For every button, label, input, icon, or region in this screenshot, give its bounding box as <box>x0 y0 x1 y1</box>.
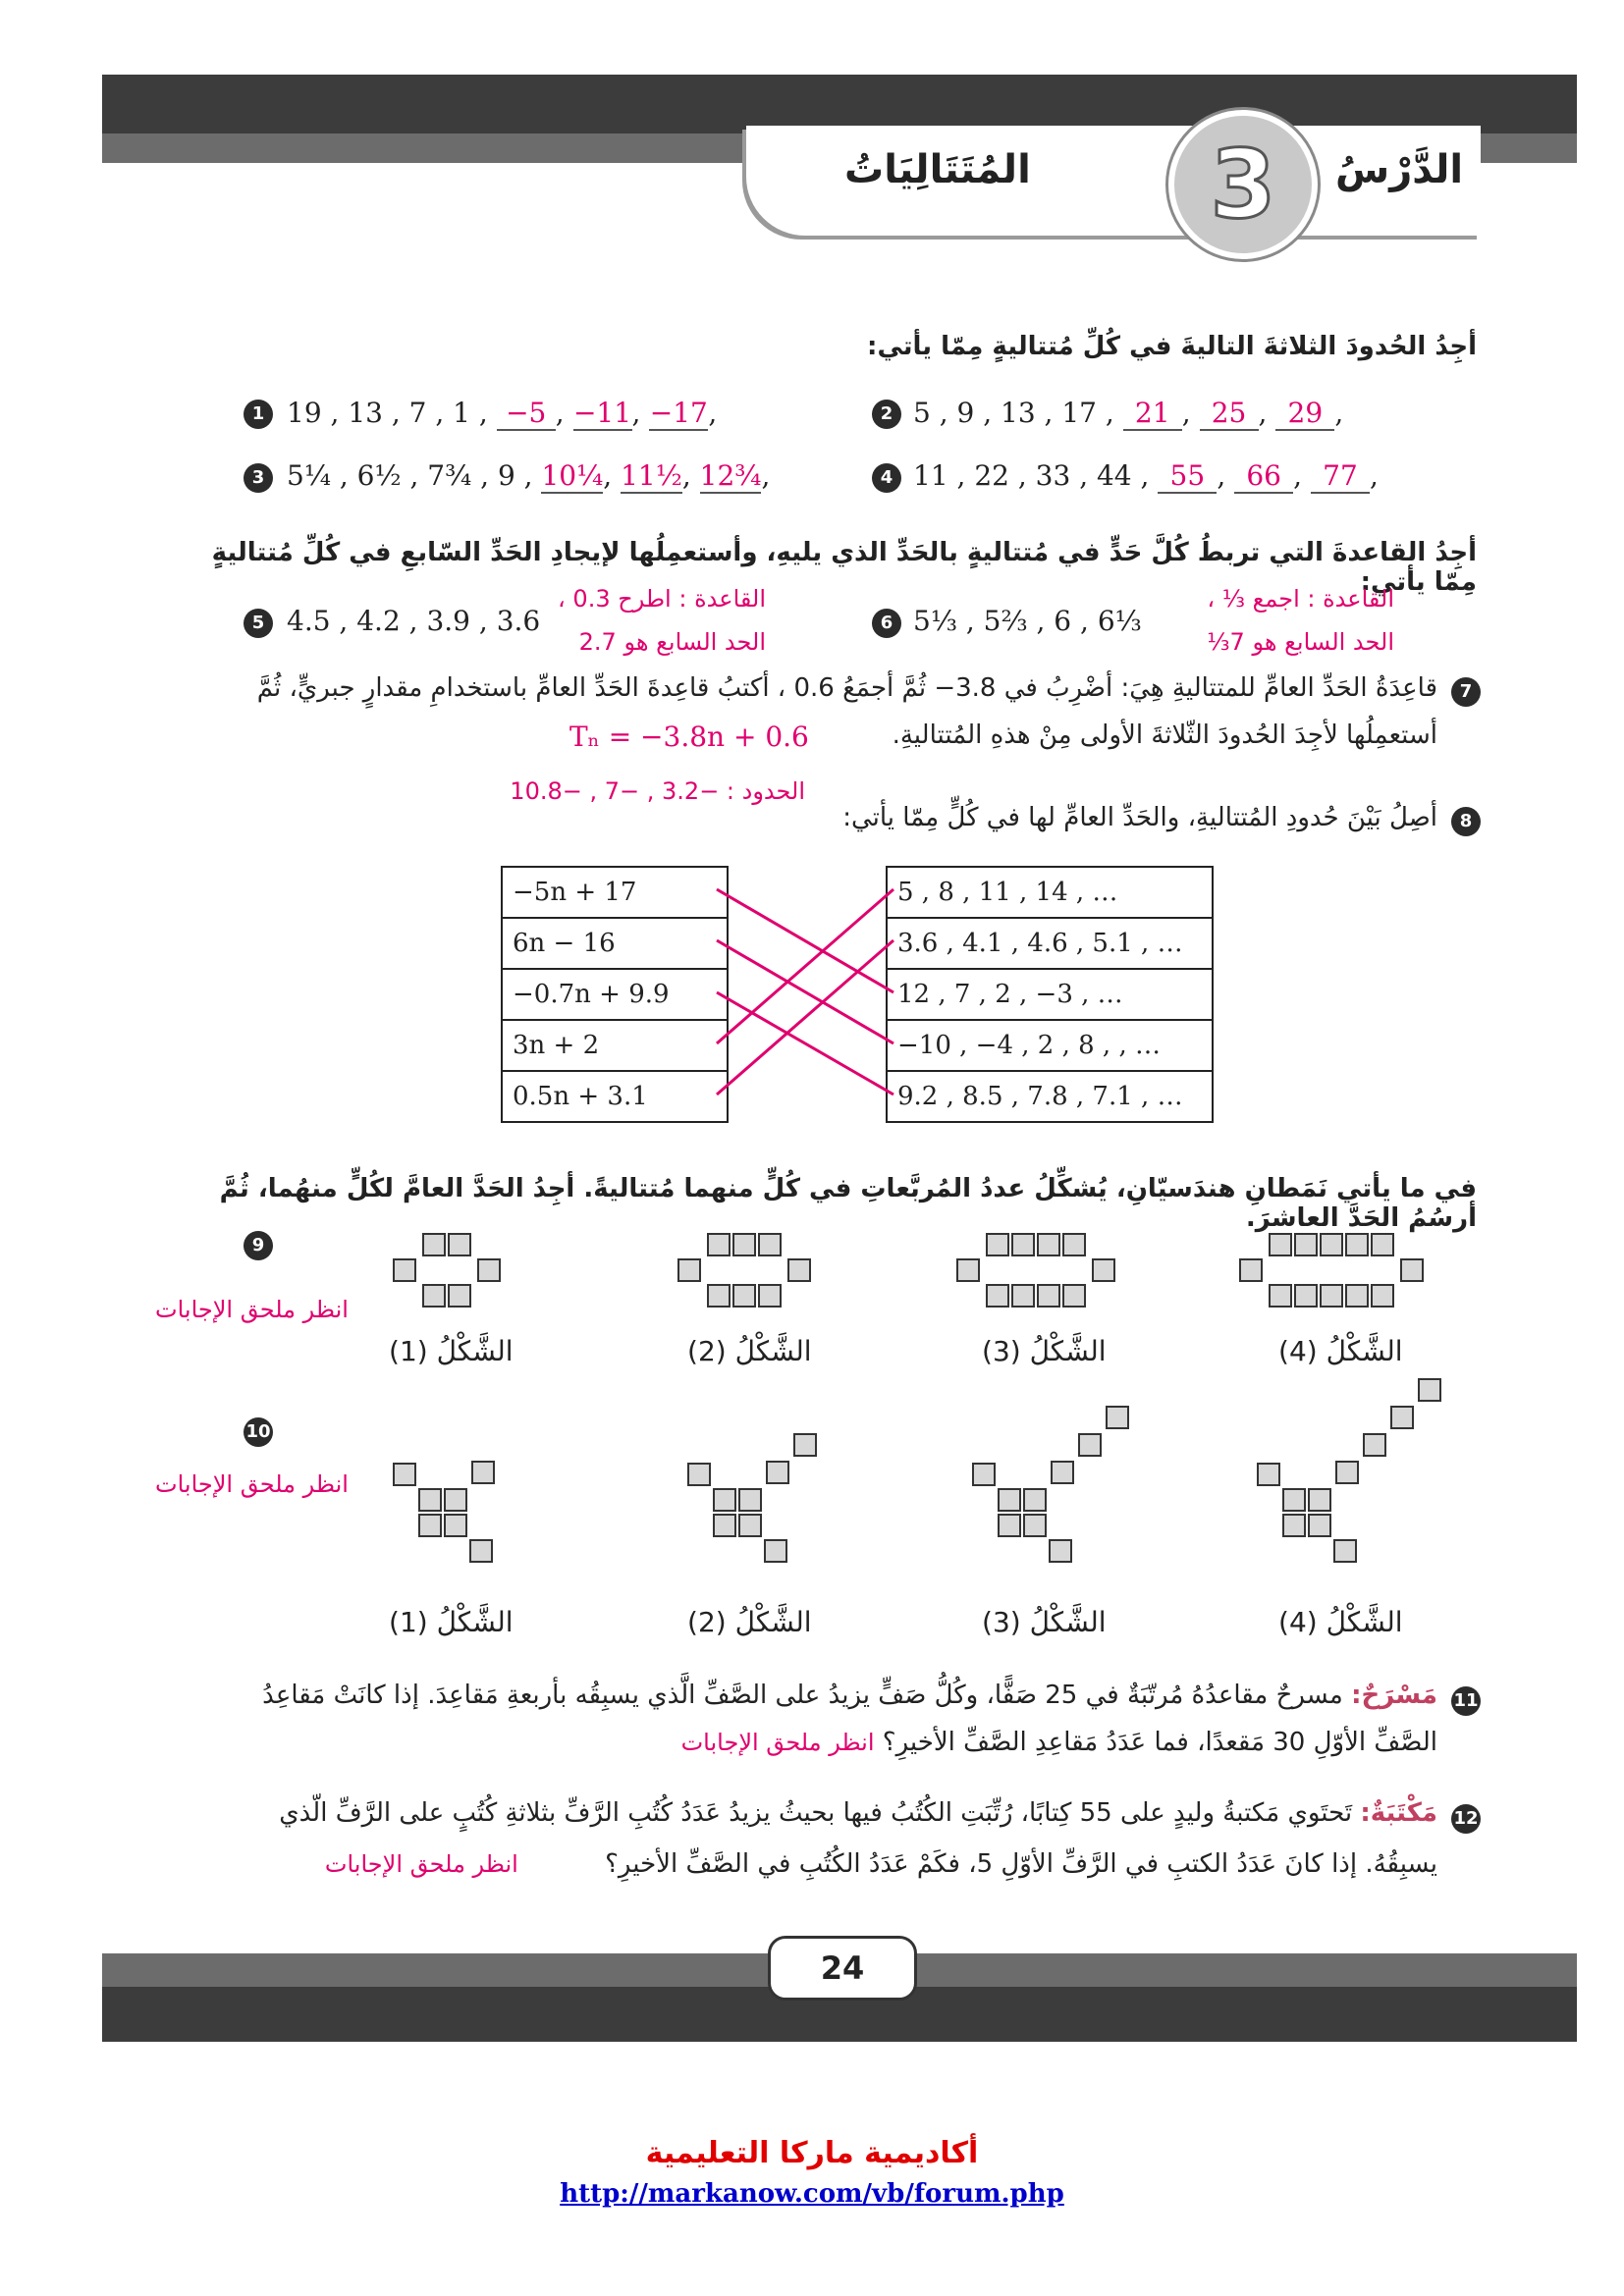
pattern-square <box>707 1233 731 1256</box>
figure-caption: الشَّكْلُ (2) <box>687 1335 812 1367</box>
sequence-cell: 5 , 8 , 11 , 14 , … <box>887 867 1213 918</box>
section1-instruction: أجِدُ الحُدودَ الثلاثةَ التاليةَ في كُلِّ مُتتاليةٍ مِمّا يأتي: <box>867 332 1477 361</box>
q11-see-appendix: انظر ملحق الإجابات <box>680 1729 875 1756</box>
pattern-square <box>998 1488 1021 1512</box>
pattern-square <box>956 1258 980 1282</box>
pattern-square <box>1371 1284 1394 1308</box>
q11-keyword: مَسْرَحٌ: <box>1351 1681 1437 1710</box>
pattern-square <box>1363 1433 1386 1457</box>
pattern-square <box>1282 1514 1306 1537</box>
pattern-square <box>1062 1284 1086 1308</box>
pattern-square <box>738 1488 762 1512</box>
q2-answer-1: 21 <box>1123 397 1182 431</box>
q1-answer-1: −5 <box>497 397 556 431</box>
pattern-square <box>1106 1406 1129 1429</box>
sequences-table <box>886 866 1214 1123</box>
q12-text-line1 <box>161 1798 1437 1828</box>
figure-caption: الشَّكْلُ (3) <box>982 1335 1107 1367</box>
q4-seq-text: 11 , 22 , 33 , 44 , <box>913 459 1150 492</box>
q5-rule: القاعدة : اطرح 0.3 ، <box>558 585 766 613</box>
figure-caption: الشَّكْلُ (3) <box>982 1606 1107 1638</box>
pattern-square <box>1239 1258 1263 1282</box>
pattern-square <box>422 1284 446 1308</box>
q2-answer-3: 29 <box>1275 397 1334 431</box>
q1-sequence: 19 , 13 , 7 , 1 , −5 , −11, −17, <box>287 397 718 429</box>
pattern-square <box>713 1488 736 1512</box>
pattern-square <box>1345 1233 1369 1256</box>
q7-answer-formula: Tₙ = −3.8n + 0.6 <box>569 721 809 753</box>
q3-answer-2: 11½ <box>621 459 682 492</box>
pattern-square <box>1078 1433 1102 1457</box>
question-number: 11 <box>1451 1686 1481 1716</box>
pattern-square <box>687 1463 711 1486</box>
question-number: 7 <box>1451 677 1481 707</box>
forum-link[interactable]: http://markanow.com/vb/forum.php <box>560 2179 1064 2209</box>
pattern-square <box>738 1514 762 1537</box>
q2-seq-text: 5 , 9 , 13 , 17 , <box>913 397 1114 429</box>
pattern-square <box>972 1463 996 1486</box>
pattern-square <box>1320 1284 1343 1308</box>
pattern-square <box>1282 1488 1306 1512</box>
pattern-square <box>393 1258 416 1282</box>
q7-answer-terms: الحدود : −3.2 , −7 , −10.8 <box>510 777 805 805</box>
question-number: 2 <box>872 400 901 429</box>
q12-line2: يسبِقُهُ. إذا كانَ عَدَدُ الكتبِ في الرَّفِّ الأوّلِ 5، فكَمْ عَدَدُ الكُتُبِ في الصَّفِّ الأخيرِ؟ <box>605 1849 1437 1879</box>
pattern-square <box>444 1514 467 1537</box>
section3-instruction: في ما يأتي نَمَطانِ هندَسيّانِ، يُشكِّلُ عددُ المُربَّعاتِ في كُلٍّ منهما مُتتاليةً. أجِدُ الحَدَّ العامَّ لكُلٍّ منهُما، ثُمَّ أرسُمُ الحَدَّ العاشرَ. <box>219 1174 1477 1233</box>
figure-caption: الشَّكْلُ (1) <box>389 1606 514 1638</box>
question-number: 3 <box>244 463 273 493</box>
pattern-square <box>1037 1284 1060 1308</box>
sequence-cell: 9.2 , 8.5 , 7.8 , 7.1 , … <box>887 1071 1213 1122</box>
pattern-square <box>1037 1233 1060 1256</box>
expression-cell: −0.7n + 9.9 <box>502 969 728 1020</box>
q7-text-line1: قاعِدَةُ الحَدِّ العامِّ للمتتاليةِ هِيَ: أضْرِبُ في 3.8− ثُمَّ أجمَعُ 0.6 ، أكتبُ قاعِدةَ الحَدِّ العامِّ باستخدامِ مقدارٍ جبريٍّ، ثُمَّ <box>256 673 1437 703</box>
pattern-square <box>1308 1488 1331 1512</box>
expression-cell: −5n + 17 <box>502 867 728 918</box>
q12-text-line2 <box>161 1849 1437 1879</box>
academy-name: أكاديمية ماركا التعليمية <box>645 2136 979 2170</box>
q1-answer-2: −11 <box>572 397 632 429</box>
pattern-square <box>758 1284 782 1308</box>
pattern-square <box>477 1258 501 1282</box>
question-number: 8 <box>1451 807 1481 836</box>
q12-line1: تَحتَوي مَكتبةُ وليدٍ على 55 كِتابًا، رُتِّبَتِ الكُتُبُ فيها بحيثُ يزيدُ عَدَدُ كُتُبِ الرَّفِّ بثلاثةِ كُتُبٍ على الرَّفِّ الّذي <box>279 1798 1353 1828</box>
figure-caption: الشَّكْلُ (4) <box>1278 1606 1403 1638</box>
pattern-square <box>758 1233 782 1256</box>
q4-answer-3: 77 <box>1311 459 1370 494</box>
pattern-square <box>1023 1514 1047 1537</box>
pattern-square <box>998 1514 1021 1537</box>
question-number: 9 <box>244 1231 273 1260</box>
pattern-square <box>1269 1233 1292 1256</box>
pattern-square <box>1390 1406 1414 1429</box>
pattern-square <box>393 1463 416 1486</box>
expression-cell: 0.5n + 3.1 <box>502 1071 728 1122</box>
q2-answer-2: 25 <box>1200 397 1259 431</box>
pattern-square <box>448 1233 471 1256</box>
pattern-square <box>444 1488 467 1512</box>
question-number: 1 <box>244 400 273 429</box>
question-number: 6 <box>872 609 901 638</box>
q3-sequence: 5¼ , 6½ , 7¾ , 9 , 10¼, 11½, 12¾, <box>287 459 771 492</box>
q3-answer-3: 12¾ <box>699 459 762 492</box>
q6-seventh-term: الحد السابع هو 7⅓ <box>1207 628 1394 656</box>
sequence-cell: −10 , −4 , 2 , 8 , , … <box>887 1020 1213 1071</box>
pattern-square <box>1400 1258 1424 1282</box>
pattern-square <box>1308 1514 1331 1537</box>
q2-sequence: 5 , 9 , 13 , 17 , 21 , 25 , 29 , <box>913 397 1344 429</box>
figure-caption: الشَّكْلُ (1) <box>389 1335 514 1367</box>
pattern-square <box>1062 1233 1086 1256</box>
pattern-square <box>1294 1284 1318 1308</box>
q4-sequence: 11 , 22 , 33 , 44 , 55 , 66 , 77 , <box>913 459 1379 492</box>
pattern-square <box>418 1514 442 1537</box>
lesson-title: المُتَتَالِيَاتُ <box>844 147 1031 192</box>
pattern-square <box>1269 1284 1292 1308</box>
pattern-square <box>793 1433 817 1457</box>
q8-instruction: أصِلُ بَيْنَ حُدودِ المُتتاليةِ، والحَدِّ العامِّ لها في كُلٍّ مِمّا يأتي: <box>842 803 1437 832</box>
sequence-cell: 12 , 7 , 2 , −3 , … <box>887 969 1213 1020</box>
pattern-square <box>732 1284 756 1308</box>
pattern-square <box>469 1539 493 1563</box>
q6-sequence: 5⅓ , 5⅔ , 6 , 6⅓ <box>913 605 1142 637</box>
pattern-square <box>1320 1233 1343 1256</box>
figure-caption: الشَّكْلُ (2) <box>687 1606 812 1638</box>
pattern-square <box>986 1233 1009 1256</box>
pattern-square <box>1051 1461 1074 1484</box>
question-number: 12 <box>1451 1804 1481 1834</box>
q1-seq-text: 19 , 13 , 7 , 1 , <box>287 397 488 429</box>
q11-text-line2 <box>161 1728 1437 1757</box>
pattern-square <box>471 1461 495 1484</box>
q4-answer-1: 55 <box>1158 459 1217 494</box>
q11-text-line1 <box>161 1681 1437 1710</box>
q12-keyword: مَكْتَبَةٌ: <box>1360 1798 1437 1828</box>
pattern-square <box>1049 1539 1072 1563</box>
pattern-square <box>1011 1284 1035 1308</box>
section2-instruction: أجِدُ القاعدةَ التي تربطُ كُلَّ حَدٍّ في مُتتاليةٍ بالحَدِّ الذي يليهِ، وأستعمِلُها لإيجادِ الحَدِّ السّابعِ في كُلِّ مُتتاليةٍ مِمّا يأتي: <box>211 538 1477 597</box>
pattern-square <box>677 1258 701 1282</box>
lesson-label: الدَّرْسُ <box>1335 147 1464 192</box>
expression-cell: 3n + 2 <box>502 1020 728 1071</box>
q4-answer-2: 66 <box>1234 459 1293 494</box>
pattern-square <box>707 1284 731 1308</box>
q3-answer-1: 10¼ <box>541 459 604 492</box>
sequence-cell: 3.6 , 4.1 , 4.6 , 5.1 , … <box>887 918 1213 969</box>
question-number: 4 <box>872 463 901 493</box>
q1-answer-3: −17 <box>649 397 708 429</box>
pattern-square <box>787 1258 811 1282</box>
q5-sequence: 4.5 , 4.2 , 3.9 , 3.6 <box>287 605 541 637</box>
page-number: 24 <box>768 1936 917 2001</box>
q5-seventh-term: الحد السابع هو 2.7 <box>578 628 766 656</box>
q10-see-appendix: انظر ملحق الإجابات <box>155 1470 349 1498</box>
pattern-square <box>713 1514 736 1537</box>
pattern-square <box>1023 1488 1047 1512</box>
lesson-number-badge: 3 <box>1168 110 1318 259</box>
q6-rule: القاعدة : اجمع ⅓ ، <box>1207 585 1394 613</box>
q7-text-line2: أستعمِلُها لأجِدَ الحُدودَ الثّلاثةَ الأولى مِنْ هذهِ المُتتاليةِ. <box>892 721 1437 750</box>
pattern-square <box>1257 1463 1280 1486</box>
pattern-square <box>1092 1258 1115 1282</box>
header-bar <box>102 75 1577 133</box>
pattern-square <box>1011 1233 1035 1256</box>
q11-line2: الصَّفِّ الأوّلِ 30 مَقعدًا، فما عَدَدُ مَقاعِدِ الصَّفِّ الأخيرِ؟ <box>882 1728 1437 1757</box>
pattern-square <box>1418 1378 1441 1402</box>
pattern-square <box>766 1461 789 1484</box>
matching-lines <box>687 864 923 1119</box>
question-number: 10 <box>244 1417 273 1447</box>
q12-see-appendix: انظر ملحق الإجابات <box>324 1850 518 1878</box>
q9-see-appendix: انظر ملحق الإجابات <box>155 1296 349 1323</box>
pattern-square <box>1335 1461 1359 1484</box>
q3-seq-text: 5¼ , 6½ , 7¾ , 9 , <box>287 459 533 492</box>
pattern-square <box>986 1284 1009 1308</box>
pattern-square <box>448 1284 471 1308</box>
pattern-square <box>1294 1233 1318 1256</box>
pattern-square <box>732 1233 756 1256</box>
pattern-square <box>1345 1284 1369 1308</box>
pattern-square <box>1333 1539 1357 1563</box>
pattern-square <box>418 1488 442 1512</box>
figure-caption: الشَّكْلُ (4) <box>1278 1335 1403 1367</box>
question-number: 5 <box>244 609 273 638</box>
expression-cell: 6n − 16 <box>502 918 728 969</box>
q11-line1: مسرحٌ مقاعدُهُ مُرتّبَةٌ في 25 صَفًّا، وكُلُّ صَفٍّ يزيدُ على الصَّفِّ الَّذي يسبِقُه بأربعةِ مَقاعِدَ. إذا كانَتْ مَقاعِدُ <box>262 1681 1343 1710</box>
pattern-square <box>764 1539 787 1563</box>
pattern-square <box>422 1233 446 1256</box>
pattern-square <box>1371 1233 1394 1256</box>
